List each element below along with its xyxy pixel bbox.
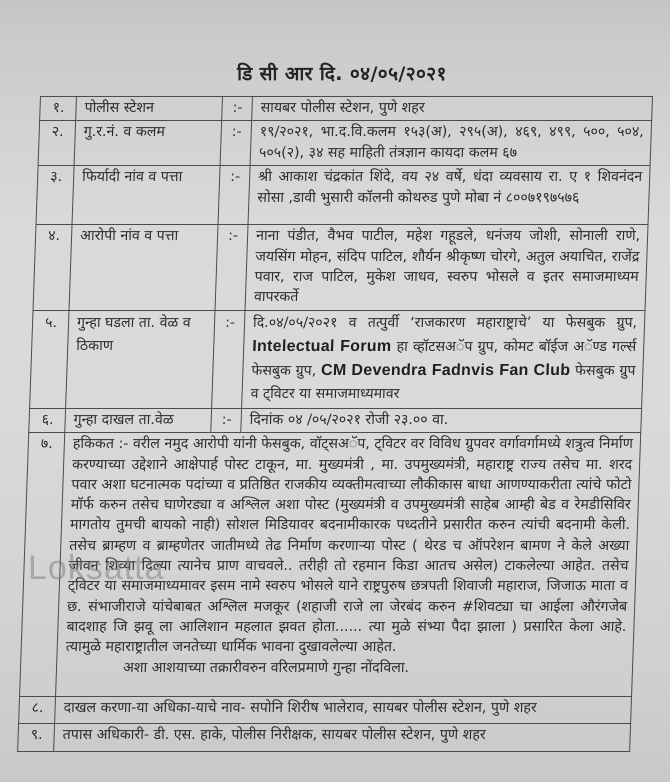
row-number: ३. [36,166,74,225]
colon-separator: :- [211,408,242,432]
row-label: फिर्यादी नांव व पत्ता [72,166,220,225]
row-value: श्री आकाश चंद्रकांत शिंदे, वय २४ वर्षे, धंदा व्यवसाय रा. ए १ शिवनंदन सोसा ,डावी भुसारी कॉलनी कोथरुड पुणे मोबा नं ८००७१९७५७६ [248,166,650,225]
fir-table [17,96,653,752]
fir-table-sheet [17,96,652,752]
row-value: तपास अधिकारी- डी. एस. हाके, पोलीस निरीक्षक, सायबर पोलीस स्टेशन, पुणे शहर [54,724,631,752]
table-row-registering-officer [19,697,632,724]
row-label: गु.र.नं. व कलम [74,121,222,166]
row-number: ७. [20,433,65,697]
table-row-police-station [40,97,653,121]
row-number: ५. [30,310,69,408]
row-value [242,310,645,408]
row-label: गुन्हा घडला ता. वेळ व ठिकाण [66,310,215,408]
table-row-crime-number-sections [38,121,652,166]
row-label: पोलीस स्टेशन [76,97,223,121]
loksatta-watermark: Loksatta [28,549,165,587]
row-number: १. [40,97,77,121]
row-value: दिनांक ०४ /०५/२०२१ रोजी २३.०० वा. [241,408,642,432]
row-number: ९. [18,724,55,752]
colon-separator: :- [218,166,250,225]
colon-separator: :- [215,225,248,311]
row-value: नाना पंडीत, वैभव पाटील, महेश गहूडले, धनंजय जोशी, सोनाली राणे, जयसिंग मोहन, संदिप पाटिल, शौर्यन श्रीकृष्ण चोरगे, अतुल अयाचित, राजेंद्र पवार, राज पाटिल, मुकेश जाधव, स्वरुप भोसले व इतर समाजमाध्यम वापरकर्ते [245,225,648,311]
table-row-crime-occurred [30,310,645,408]
table-row-accused [33,225,648,311]
facts-closing-line: अशा आशयाच्या तक्रारीवरुन वरिलप्रमाणे गुन्हा नोंदविला. [122,659,410,676]
table-row-crime-registered [29,408,642,432]
document-title: डि सी आर दि. ०४/०५/२०२१ [237,63,447,85]
row-number: २. [38,121,76,166]
table-row-investigating-officer [18,724,631,752]
facts-cell [56,433,641,697]
row-label: गुन्हा दाखल ता.वेळ [65,408,212,432]
table-row-complainant [36,166,650,225]
colon-separator: :- [222,97,253,121]
row-value-text: फेसबुक ग्रुप व ट्विटर या समाजमाध्यमावर [250,362,636,402]
colon-separator: :- [220,121,252,166]
row-number: ६. [29,408,66,432]
facebook-group-name: Intelectual Forum [251,337,392,355]
table-row-facts [20,433,641,697]
row-label: आरोपी नांव व पत्ता [69,225,218,311]
facebook-group-name: CM Devendra Fadnvis Fan Club [320,361,571,379]
colon-separator: :- [212,310,245,408]
row-value: दाखल करणा-या अधिका-याचे नाव- सपोनि शिरीष भालेराव, सायबर पोलीस स्टेशन, पुणे शहर [55,697,632,724]
row-number: ८. [19,697,56,724]
row-value-text: हा व्हॉटसअॅप ग्रुप, कोमट बॉईज अॅण्ड गर्ल्स फेसबुक ग्रुप, [251,338,637,379]
facts-paragraph: हकिकत :- वरील नमुद आरोपी यांनी फेसबुक, वॉट्सअॅप, ट्विटर वर विविध ग्रुपवर वर्गावर्गामध्ये शत्रुत्व निर्माण करण्याच्या उद्देशाने आक्षेपार्ह पोस्ट टाकून, मा. मुख्यमंत्री , मा. उपमुख्यमंत्री, महाराष्ट्र राज्य तसेच मा. शरद पवार अशा घटनात्मक पदांच्या व प्रतिष्ठित राजकीय व्यक्तीमत्वाच्या लौकीकास बाधा आणण्याकरीता त्यांचे फोटो मॉर्फ करुन तसेच घाणेरड्या व अश्लिल अशा पोस्ट (मुख्यमंत्री व उपमुख्यमंत्री साहेब आम्ही बेड व रेमडीसिविर मागतोय तुमची बायको नाही) सोशल मिडियावर बदनामीकारक पध्दतीने प्रसारीत करुन त्यांची बदनामी केली. तसेच ब्राम्हण व ब्राम्हणेतर जातीमध्ये तेढ निर्माण करणाऱ्या पोस्ट ( थेरड च ऑपरेशन बामण ने केले अख्या जीवन शिव्या दिल्या त्यानेच प्राण वाचवले.. तरीही तो रहमान किडा आतच असेल) टाकलेल्या आहेत. तसेच ट्विटर या समाजमाध्यमावर इसम नामे स्वरुप भोसले याने राष्ट्रपुरुष छत्रपती शिवाजी महाराज, जिजाऊ माता व छ. संभाजीराजे यांचेबाबत अश्लिल मजकूर (शहाजी राजे ला जेरबंद करुन #शिवट्या चा आईला औरंगजेब बादशाह जि झवू ला आलिशान महलात झवत होता...... त्या मुळे संभ्या पैदा झाला ) प्रसारित केला आहे. त्यामुळे महाराष्ट्रातील जनतेच्या धार्मिक भावना दुखावलेल्या आहेत. [65,436,634,656]
row-value-text: दि.०४/०५/२०२१ व तत्पुर्वी ‘राजकारण महाराष्ट्राचे’ या फेसबुक ग्रुप, [252,314,638,331]
row-value: सायबर पोलीस स्टेशन, पुणे शहर [252,97,653,121]
row-number: ४. [33,225,72,311]
row-value: १९/२०२१, भा.द.वि.कलम १५३(अ), २९५(अ), ४६९, ४९९, ५००, ५०४, ५०५(२), ३४ सह माहिती तंत्रज्ञान कायदा कलम ६७ [250,121,652,166]
